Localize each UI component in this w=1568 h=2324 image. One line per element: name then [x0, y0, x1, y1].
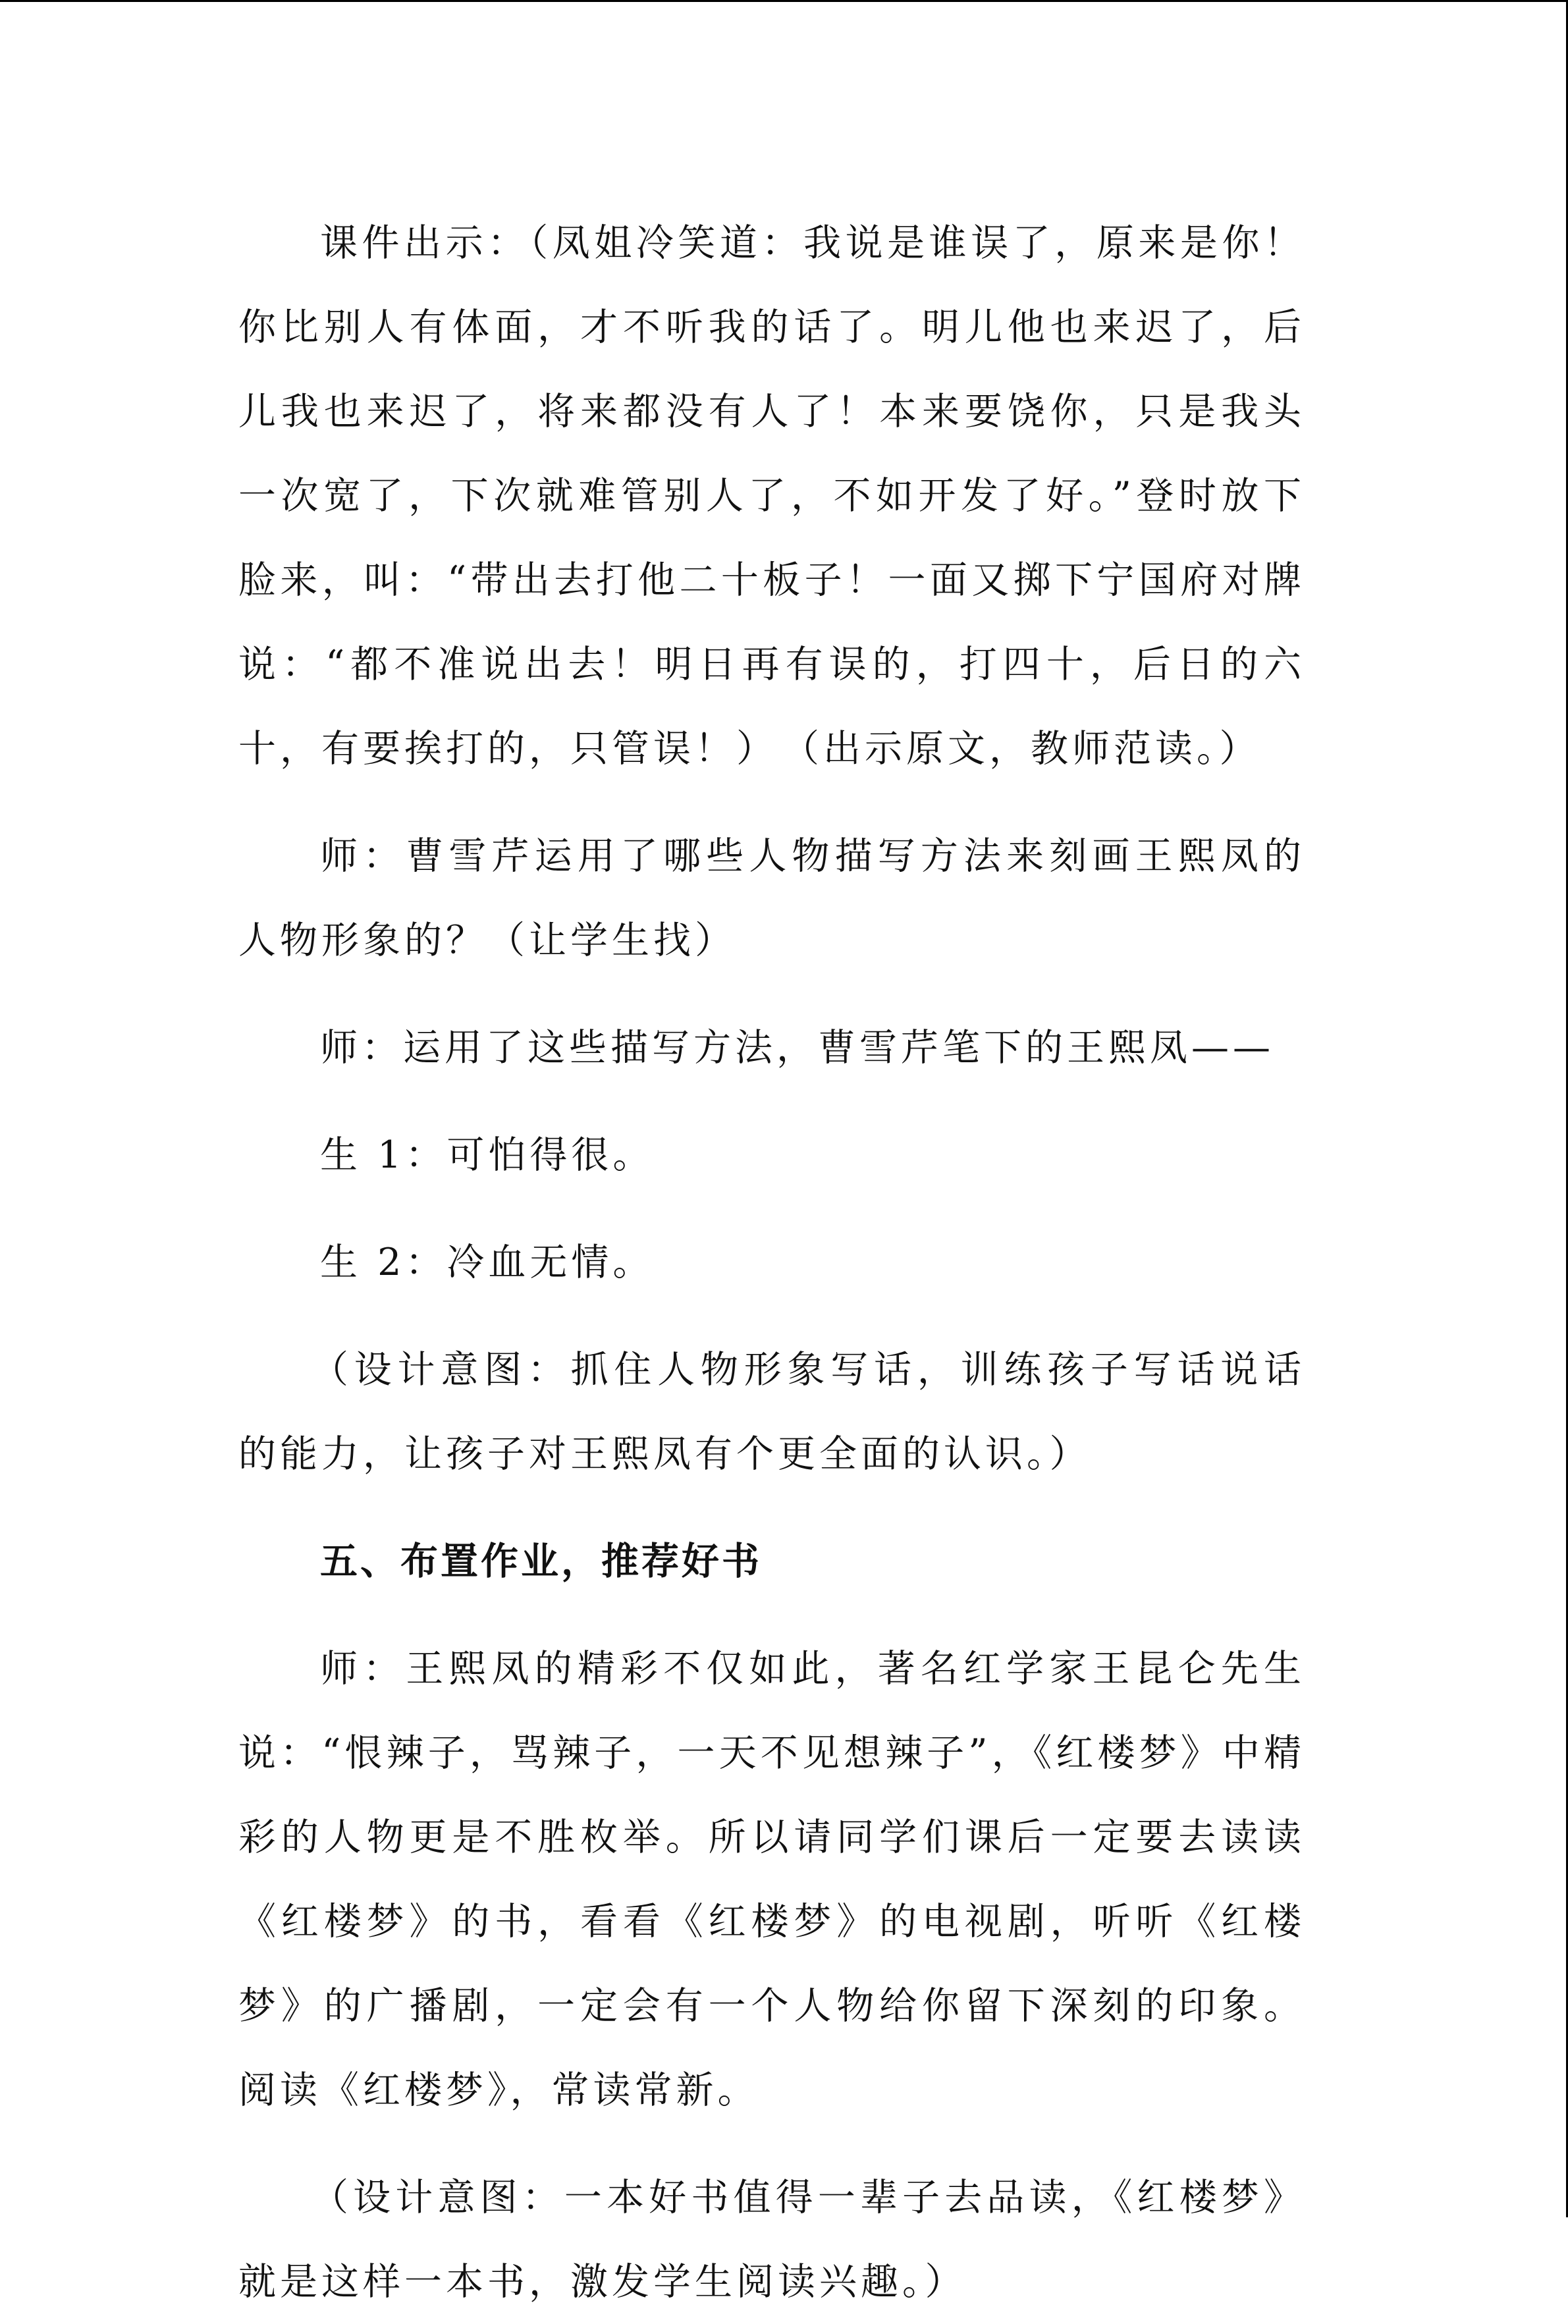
- student-2-answer: 生 2：冷血无情。: [320, 1241, 655, 1284]
- design-intent-note-2: （设计意图：一本好书值得一辈子去品读，《红楼梦》就是这样一本书，激发学生阅读兴趣。）: [238, 2176, 1305, 2304]
- teacher-question-paragraph: 师：曹雪芹运用了哪些人物描写方法来刻画王熙凤的人物形象的？（让学生找）: [238, 834, 1305, 962]
- student-1-answer: 生 1：可怕得很。: [320, 1133, 655, 1177]
- page-body: [238, 201, 1305, 2324]
- courseware-quote-paragraph: 课件出示：（凤姐冷笑道：我说是谁误了，原来是你！你比别人有体面，才不听我的话了。明儿他也来迟了，后儿我也来迟了，将来都没有人了！本来要饶你，只是我头一次宽了，下次就难管别人了，不如开发了好。”登时放下脸来，叫：“带出去打他二十板子！一面又掷下宁国府对牌说：“都不准说出去！明日再有误的，打四十，后日的六十，有要挨打的，只管误！） （出示原文，教师范读。）: [238, 221, 1305, 770]
- section-heading: 五、布置作业，推荐好书: [320, 1540, 762, 1583]
- teacher-prompt-paragraph: 师：运用了这些描写方法，曹雪芹笔下的王熙凤——: [320, 1026, 1274, 1069]
- design-intent-note: （设计意图：抓住人物形象写话，训练孩子写话说话的能力，让孩子对王熙凤有个更全面的认识。）: [238, 1348, 1305, 1476]
- homework-paragraph: 师：王熙凤的精彩不仅如此，著名红学家王昆仑先生说：“恨辣子，骂辣子，一天不见想辣子”，《红楼梦》中精彩的人物更是不胜枚举。所以请同学们课后一定要去读读《红楼梦》的书，看看《红楼梦》的电视剧，听听《红楼梦》的广播剧，一定会有一个人物给你留下深刻的印象。阅读《红楼梦》，常读常新。: [238, 1647, 1305, 2112]
